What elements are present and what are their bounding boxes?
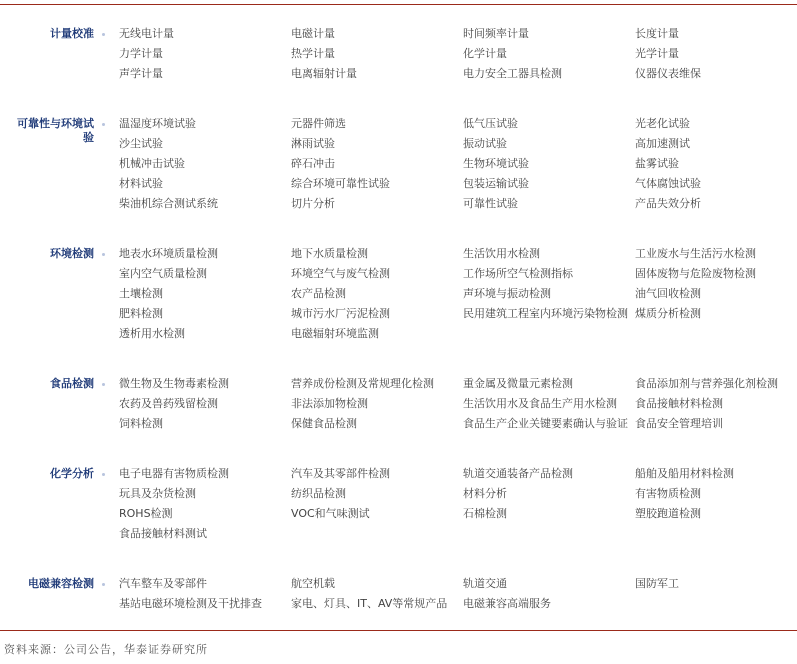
service-item: 淋雨试验	[291, 137, 335, 150]
service-item: 包装运输试验	[463, 177, 529, 190]
service-item: 电离辐射计量	[291, 67, 357, 80]
service-item: 油气回收检测	[635, 287, 701, 300]
service-item: 基站电磁环境检测及干扰排查	[119, 597, 262, 610]
service-item: 家电、灯具、IT、AV等常规产品	[291, 597, 448, 610]
top-rule	[0, 4, 797, 5]
service-item: 温湿度环境试验	[119, 117, 196, 130]
service-item: 电子电器有害物质检测	[119, 467, 229, 480]
service-item: 切片分析	[291, 197, 335, 210]
category-title: 可靠性与环境试验	[17, 117, 94, 144]
service-item: 食品接触材料测试	[119, 527, 207, 540]
service-item: 生物环境试验	[463, 157, 529, 170]
service-item: 营养成份检测及常规理化检测	[291, 377, 434, 390]
service-item: 玩具及杂货检测	[119, 487, 196, 500]
category-title: 计量校准	[50, 27, 94, 40]
service-item: 光老化试验	[635, 117, 690, 130]
category-title: 化学分析	[50, 467, 94, 480]
service-item: 汽车整车及零部件	[119, 577, 207, 590]
service-item: 碎石冲击	[291, 157, 335, 170]
service-item: 饲料检测	[119, 417, 163, 430]
bullet-dot	[102, 253, 105, 256]
service-item: 化学计量	[463, 47, 507, 60]
bullet-dot	[102, 583, 105, 586]
service-item: 力学计量	[119, 47, 163, 60]
service-item: 轨道交通装备产品检测	[463, 467, 573, 480]
service-item: 长度计量	[635, 27, 679, 40]
service-item: 室内空气质量检测	[119, 267, 207, 280]
service-item: 农药及兽药残留检测	[119, 397, 218, 410]
service-item: 城市污水厂污泥检测	[291, 307, 390, 320]
service-item: 非法添加物检测	[291, 397, 368, 410]
service-item: 光学计量	[635, 47, 679, 60]
service-item: 微生物及生物毒素检测	[119, 377, 229, 390]
bullet-dot	[102, 473, 105, 476]
service-item: 纺织品检测	[291, 487, 346, 500]
service-item: ROHS检测	[119, 507, 173, 520]
service-item: 环境空气与废气检测	[291, 267, 390, 280]
category-title: 电磁兼容检测	[28, 577, 94, 590]
service-item: 声学计量	[119, 67, 163, 80]
service-item: 电磁计量	[291, 27, 335, 40]
service-item: 汽车及其零部件检测	[291, 467, 390, 480]
service-item: 工作场所空气检测指标	[463, 267, 573, 280]
service-item: 热学计量	[291, 47, 335, 60]
service-item: 材料试验	[119, 177, 163, 190]
service-item: 食品安全管理培训	[635, 417, 723, 430]
service-item: 综合环境可靠性试验	[291, 177, 390, 190]
service-item: VOC和气味测试	[291, 507, 370, 520]
service-item: 土壤检测	[119, 287, 163, 300]
service-item: 农产品检测	[291, 287, 346, 300]
service-item: 电力安全工器具检测	[463, 67, 562, 80]
service-item: 沙尘试验	[119, 137, 163, 150]
service-item: 国防军工	[635, 577, 679, 590]
service-item: 保健食品检测	[291, 417, 357, 430]
service-item: 地表水环境质量检测	[119, 247, 218, 260]
service-item: 地下水质量检测	[291, 247, 368, 260]
bullet-dot	[102, 383, 105, 386]
service-item: 产品失效分析	[635, 197, 701, 210]
service-item: 仪器仪表维保	[635, 67, 701, 80]
service-item: 石棉检测	[463, 507, 507, 520]
service-item: 振动试验	[463, 137, 507, 150]
service-item: 食品接触材料检测	[635, 397, 723, 410]
service-item: 固体废物与危险废物检测	[635, 267, 756, 280]
service-item: 元器件筛选	[291, 117, 346, 130]
service-item: 塑胶跑道检测	[635, 507, 701, 520]
category-title: 食品检测	[50, 377, 94, 390]
service-item: 煤质分析检测	[635, 307, 701, 320]
service-item: 气体腐蚀试验	[635, 177, 701, 190]
service-item: 盐雾试验	[635, 157, 679, 170]
service-item: 可靠性试验	[463, 197, 518, 210]
bullet-dot	[102, 123, 105, 126]
service-item: 时间频率计量	[463, 27, 529, 40]
service-item: 透析用水检测	[119, 327, 185, 340]
service-item: 民用建筑工程室内环境污染物检测	[463, 307, 628, 320]
service-item: 电磁辐射环境监测	[291, 327, 379, 340]
service-item: 柴油机综合测试系统	[119, 197, 218, 210]
service-item: 生活饮用水检测	[463, 247, 540, 260]
service-item: 轨道交通	[463, 577, 507, 590]
service-item: 有害物质检测	[635, 487, 701, 500]
service-item: 电磁兼容高端服务	[463, 597, 551, 610]
service-item: 声环境与振动检测	[463, 287, 551, 300]
service-item: 材料分析	[463, 487, 507, 500]
service-item: 低气压试验	[463, 117, 518, 130]
service-item: 机械冲击试验	[119, 157, 185, 170]
service-item: 高加速测试	[635, 137, 690, 150]
source-note: 资料来源：公司公告，华泰证券研究所	[4, 643, 208, 656]
service-item: 重金属及微量元素检测	[463, 377, 573, 390]
service-item: 生活饮用水及食品生产用水检测	[463, 397, 617, 410]
service-item: 船舶及船用材料检测	[635, 467, 734, 480]
service-item: 无线电计量	[119, 27, 174, 40]
service-item: 工业废水与生活污水检测	[635, 247, 756, 260]
bottom-rule	[0, 630, 797, 631]
bullet-dot	[102, 33, 105, 36]
service-item: 食品生产企业关键要素确认与验证	[463, 417, 628, 430]
service-item: 食品添加剂与营养强化剂检测	[635, 377, 778, 390]
service-item: 肥料检测	[119, 307, 163, 320]
category-title: 环境检测	[50, 247, 94, 260]
service-item: 航空机载	[291, 577, 335, 590]
